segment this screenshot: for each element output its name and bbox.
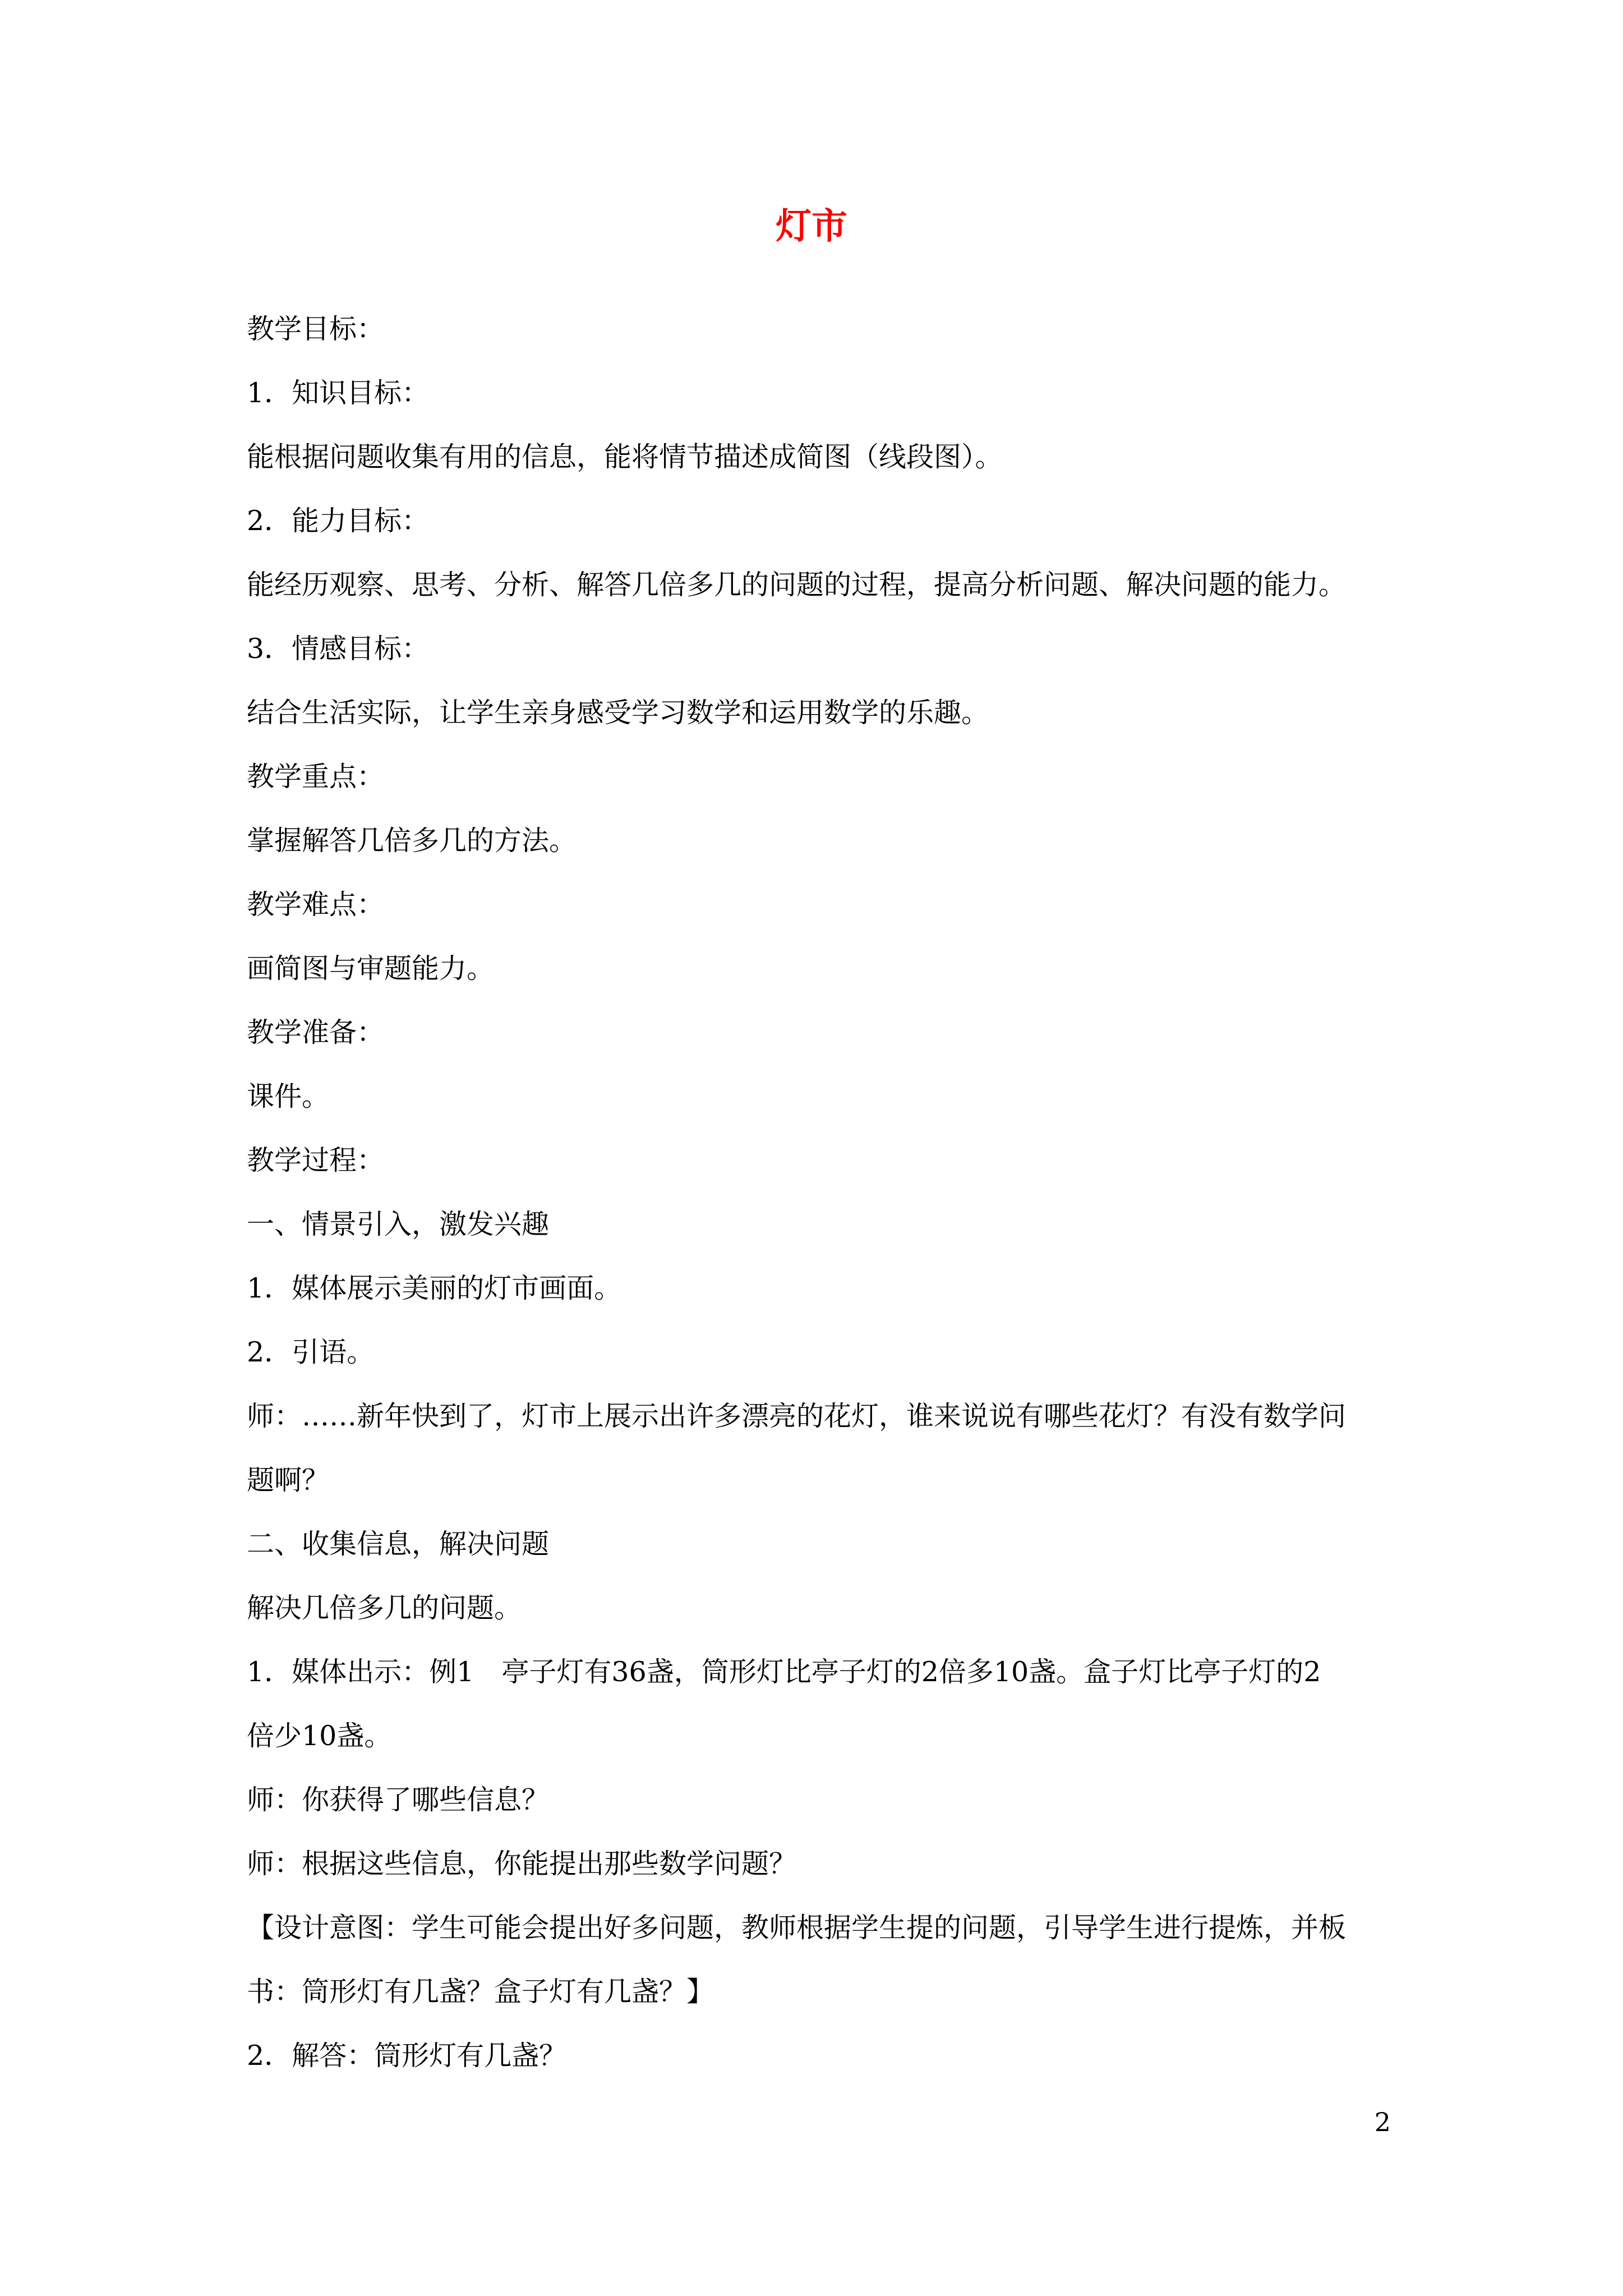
text-line: 题啊？ (247, 1464, 330, 1496)
text-line: 1．媒体出示：例1 亭子灯有36盏，筒形灯比亭子灯的2倍多10盏。盒子灯比亭子灯的2 (247, 1656, 1321, 1688)
text-line: 3．情感目标： (247, 633, 430, 665)
text-line: 教学难点： (247, 889, 385, 921)
page-number: 2 (1374, 2107, 1391, 2137)
text-line: 师：……新年快到了，灯市上展示出许多漂亮的花灯，谁来说说有哪些花灯？有没有数学问 (247, 1400, 1347, 1432)
text-line: 1．媒体展示美丽的灯市画面。 (247, 1272, 622, 1304)
text-line: 掌握解答几倍多几的方法。 (247, 825, 577, 857)
text-line: 倍少10盏。 (247, 1720, 392, 1752)
text-line: 师：你获得了哪些信息？ (247, 1784, 550, 1816)
text-line: 2．解答：筒形灯有几盏？ (247, 2040, 567, 2072)
text-line: 画简图与审题能力。 (247, 953, 495, 984)
text-line: 书：筒形灯有几盏？盒子灯有几盏？】 (247, 1976, 714, 2008)
text-line: 2．引语。 (247, 1336, 375, 1368)
document-title: 灯市 (776, 205, 847, 247)
text-line: 教学目标： (247, 313, 385, 345)
text-line: 2．能力目标： (247, 505, 430, 537)
text-line: 结合生活实际，让学生亲身感受学习数学和运用数学的乐趣。 (247, 697, 989, 729)
text-line: 1．知识目标： (247, 377, 430, 409)
text-line: 教学过程： (247, 1144, 385, 1176)
text-line: 一、情景引入，激发兴趣 (247, 1208, 550, 1240)
text-line: 二、收集信息，解决问题 (247, 1528, 550, 1560)
text-line: 能经历观察、思考、分析、解答几倍多几的问题的过程，提高分析问题、解决问题的能力。 (247, 569, 1347, 601)
text-line: 教学重点： (247, 761, 385, 793)
text-line: 师：根据这些信息，你能提出那些数学问题？ (247, 1848, 797, 1880)
text-line: 解决几倍多几的问题。 (247, 1592, 522, 1624)
text-line: 【设计意图：学生可能会提出好多问题，教师根据学生提的问题，引导学生进行提炼，并板 (247, 1912, 1347, 1944)
document-body (247, 297, 1391, 2088)
text-line: 教学准备： (247, 1016, 385, 1048)
text-line: 课件。 (247, 1080, 330, 1112)
text-line: 能根据问题收集有用的信息，能将情节描述成简图（线段图）。 (247, 441, 1003, 473)
